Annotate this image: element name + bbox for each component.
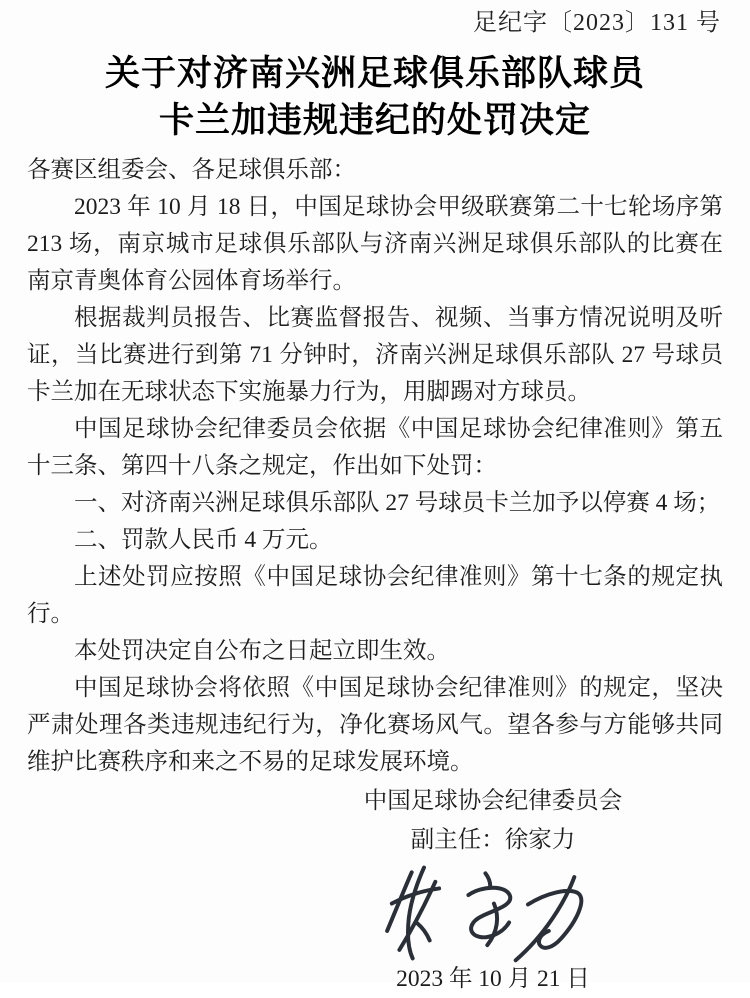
- signer-title-name: 副主任：徐家力: [410, 827, 576, 853]
- paragraph-effective-date: 本处罚决定自公布之日起立即生效。: [74, 638, 450, 664]
- document-title: [27, 50, 723, 144]
- closing-block: [263, 783, 723, 998]
- paragraph-penalty-2: 二、罚款人民币 4 万元。: [74, 527, 333, 553]
- handwritten-signature-icon: [263, 861, 723, 965]
- paragraph-concluding-statement: 中国足球协会将依照《中国足球协会纪律准则》的规定，坚决严肃处理各类违规违纪行为，净化赛场风气。望各参与方能够共同维护比赛秩序和来之不易的足球发展环境。: [27, 675, 723, 775]
- document-number: 足纪字〔2023〕131 号: [473, 10, 721, 36]
- document-body: [27, 152, 723, 781]
- issuing-organization: 中国足球协会纪律委员会: [363, 788, 623, 814]
- paragraph-enforcement: 上述处罚应按照《中国足球协会纪律准则》第十七条的规定执行。: [27, 564, 723, 627]
- document-title-line1: 关于对济南兴洲足球俱乐部队球员: [104, 54, 645, 93]
- salutation: 各赛区组委会、各足球俱乐部：: [27, 157, 356, 183]
- paragraph-penalty-1: 一、对济南兴洲足球俱乐部队 27 号球员卡兰加予以停赛 4 场；: [74, 490, 721, 516]
- document-title-line2: 卡兰加违规违纪的处罚决定: [158, 101, 591, 140]
- document-date: 2023 年 10 月 21 日: [396, 966, 590, 992]
- paragraph-match-info: 2023 年 10 月 18 日，中国足球协会甲级联赛第二十七轮场序第 213 场，南京城市足球俱乐部队与济南兴洲足球俱乐部队的比赛在南京青奥体育公园体育场举行。: [27, 194, 723, 294]
- paragraph-incident-description: 根据裁判员报告、比赛监督报告、视频、当事方情况说明及听证，当比赛进行到第 71 分钟时，济南兴洲足球俱乐部队 27 号球员卡兰加在无球状态下实施暴力行为，用脚踢对方球员。: [27, 305, 723, 405]
- paragraph-ruling-basis: 中国足球协会纪律委员会依据《中国足球协会纪律准则》第五十三条、第四十八条之规定，作出如下处罚：: [27, 416, 723, 479]
